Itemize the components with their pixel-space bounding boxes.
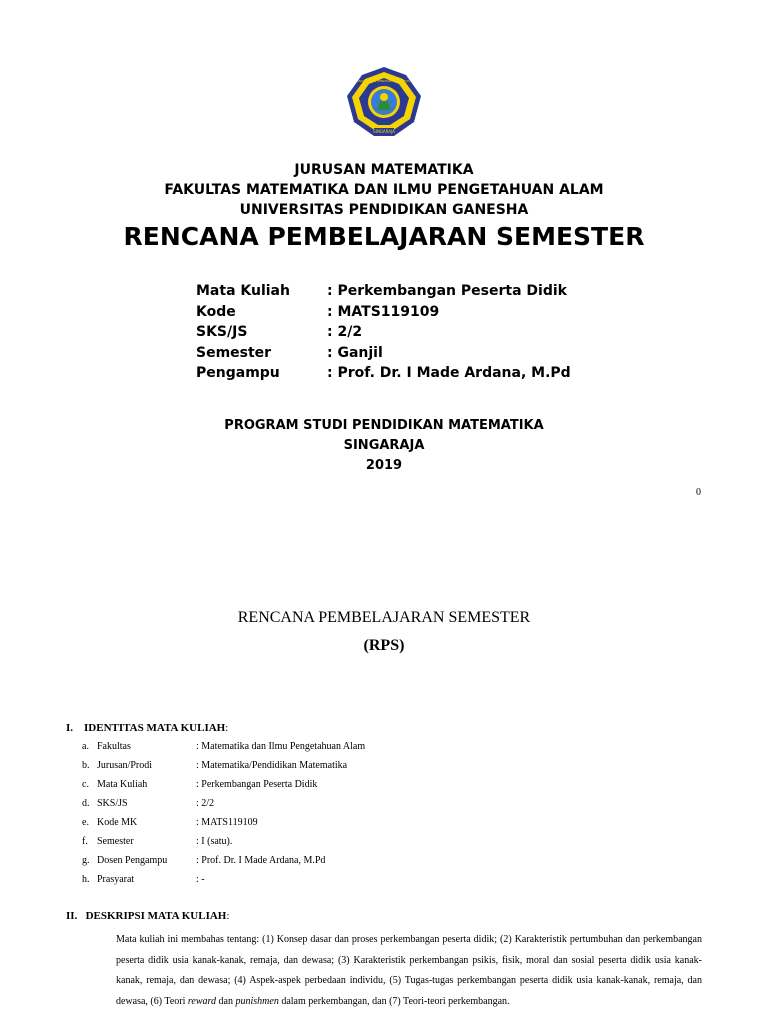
description-text: dalam perkembangan, dan (7) Teori-teori perkembangan. (278, 995, 510, 1007)
list-item (82, 760, 365, 779)
info-row (196, 345, 571, 366)
section-description-heading (66, 910, 229, 922)
item-value: : Matematika/Pendidikan Matematika (196, 760, 348, 771)
info-label: SKS/JS (196, 324, 248, 340)
rps-subtitle: (RPS) (363, 637, 405, 654)
item-letter: g. (82, 855, 90, 866)
info-label: Semester (196, 344, 272, 361)
rps-title: RENCANA PEMBELAJARAN SEMESTER (237, 609, 531, 626)
section-number: II. (66, 910, 78, 922)
info-row (196, 283, 571, 304)
cover-title: RENCANA PEMBELAJARAN SEMESTER (123, 222, 645, 251)
item-letter: a. (82, 741, 89, 752)
info-value: : Prof. Dr. I Made Ardana, M.Pd (327, 365, 571, 381)
description-text: Mata kuliah ini membahas tentang: (1) Konsep dasar dan proses perkembangan peserta didik; (2) Karakteristik pertumbuhan dan perkembangan peserta didik usia kanak-kanak, remaja, dan dewasa; (3) Karakteristik perkembangan psikis, fisik, moral dan sosial peserta didik usia kanak-kanak, remaja, dan dewasa; (4) Aspek-aspek perbedaan individu, (5) Tugas-tugas perkembangan peserta didik usia kanak-kanak, remaja, dan dewasa, (6) Teori (116, 934, 702, 1007)
section-colon: : (225, 722, 229, 734)
header-faculty: FAKULTAS MATEMATIKA DAN ILMU PENGETAHUAN ALAM (164, 182, 604, 198)
info-label: Mata Kuliah (196, 283, 290, 299)
list-item (82, 798, 365, 817)
item-label: Semester (97, 836, 134, 847)
description-italic-reward: reward (187, 995, 217, 1007)
header-department: JURUSAN MATEMATIKA (294, 162, 474, 178)
item-letter: c. (82, 779, 89, 790)
item-label: Mata Kuliah (97, 779, 148, 790)
logo-ring-text: UNIVERSITAS PENDIDIKAN GANESHA (356, 79, 412, 83)
info-value: : Ganjil (327, 344, 383, 361)
item-value: : Matematika dan Ilmu Pengetahuan Alam (196, 741, 366, 752)
description-text: dan (216, 995, 236, 1007)
item-value: : Prof. Dr. I Made Ardana, M.Pd (196, 855, 326, 866)
course-info-block (196, 283, 571, 386)
item-value: : Perkembangan Peserta Didik (196, 779, 318, 790)
info-row (196, 324, 571, 345)
item-letter: b. (82, 760, 90, 771)
list-item (82, 836, 365, 855)
item-letter: f. (82, 836, 88, 847)
program-name: PROGRAM STUDI PENDIDIKAN MATEMATIKA (224, 418, 544, 433)
section-title: IDENTITAS MATA KULIAH (84, 722, 226, 734)
info-value: : Perkembangan Peserta Didik (327, 283, 567, 299)
header-university: UNIVERSITAS PENDIDIKAN GANESHA (239, 202, 529, 218)
list-item (82, 855, 365, 874)
item-label: Kode MK (97, 817, 138, 828)
list-item (82, 779, 365, 798)
info-value: : MATS119109 (327, 303, 440, 320)
list-item (82, 741, 365, 760)
info-row (196, 304, 571, 325)
cover-city: SINGARAJA (343, 438, 425, 453)
info-label: Kode (196, 303, 236, 320)
section-number: I. (66, 722, 74, 734)
item-letter: h. (82, 874, 90, 885)
info-label: Pengampu (196, 365, 280, 381)
university-logo (344, 66, 424, 138)
page-number: 0 (696, 487, 701, 498)
logo-city-text: SINGARAJA (373, 129, 395, 134)
cover-year: 2019 (365, 458, 403, 473)
item-label: Prasyarat (97, 874, 135, 885)
item-label: SKS/JS (97, 798, 128, 809)
course-description (116, 930, 702, 1012)
info-row (196, 365, 571, 386)
identity-list (82, 741, 365, 893)
info-value: : 2/2 (327, 324, 363, 340)
item-value: : - (196, 874, 205, 885)
section-title: DESKRIPSI MATA KULIAH (85, 910, 227, 922)
item-letter: d. (82, 798, 90, 809)
list-item (82, 817, 365, 836)
item-value: : I (satu). (196, 836, 233, 847)
item-label: Dosen Pengampu (97, 855, 168, 866)
section-colon: : (226, 910, 230, 922)
item-value: : 2/2 (196, 798, 215, 809)
item-letter: e. (82, 817, 89, 828)
description-italic-punishmen: punishmen (235, 995, 279, 1007)
list-item (82, 874, 365, 893)
item-value: : MATS119109 (196, 817, 258, 828)
item-label: Fakultas (97, 741, 131, 752)
section-identity-heading (66, 722, 228, 734)
item-label: Jurusan/Prodi (97, 760, 152, 771)
